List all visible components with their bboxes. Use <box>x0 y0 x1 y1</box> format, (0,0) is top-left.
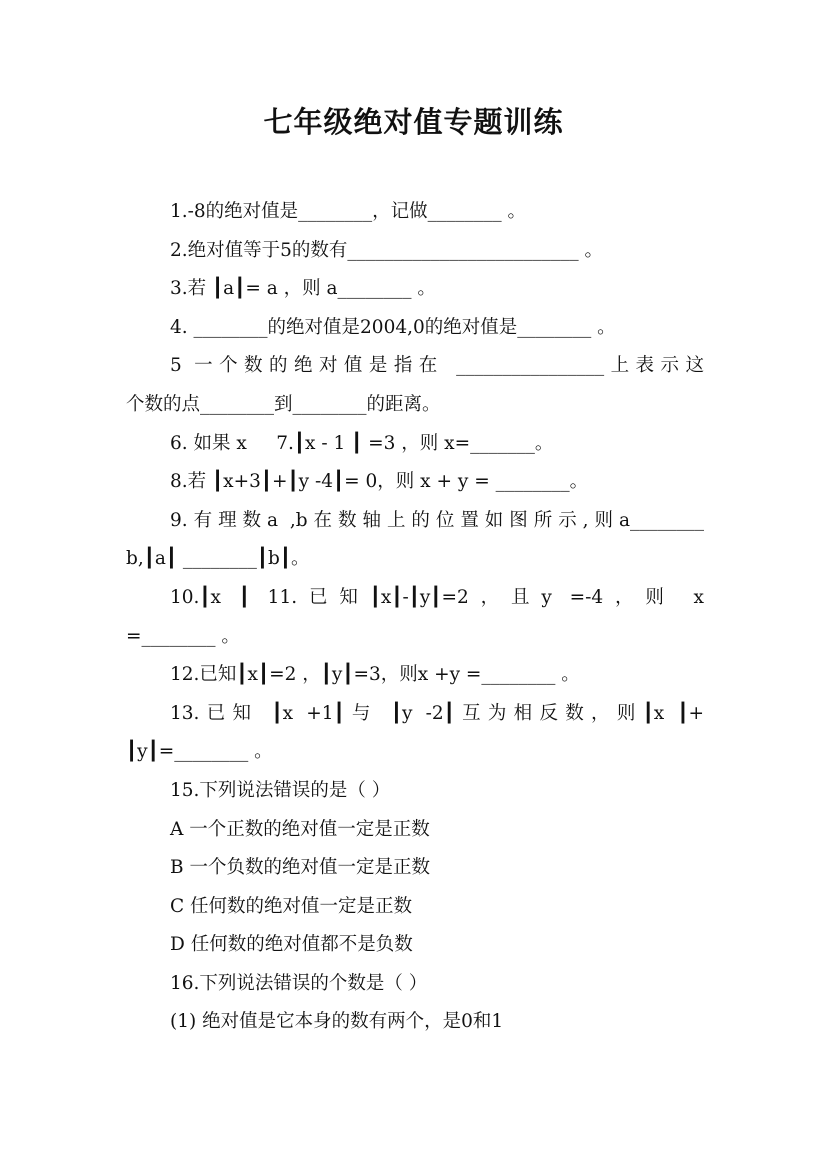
question-list <box>126 193 704 1042</box>
question-line: 16.下列说法错误的个数是（ ） <box>170 972 428 994</box>
question-line: 13.已知 ┃x +1┃与 ┃y -2┃互为相反数，则┃x ┃+ <box>170 702 704 724</box>
question-line: b,┃a┃ ________┃b┃。 <box>126 548 310 570</box>
question-line: 15.下列说法错误的是（ ） <box>170 779 391 801</box>
question-line: ┃y┃=________ 。 <box>126 741 273 763</box>
question-line: 3.若 ┃a┃= a ，则 a________ 。 <box>170 278 436 300</box>
question-line: 6. 如果 x 7.┃x - 1 ┃ =3 ，则 x=_______。 <box>170 432 554 454</box>
option-line: C 任何数的绝对值一定是正数 <box>170 895 413 917</box>
question-line: 4. ________的绝对值是2004,0的绝对值是________ 。 <box>170 316 616 338</box>
question-line: 8.若 ┃x+3┃+┃y -4┃= 0，则 x + y = ________。 <box>170 471 589 493</box>
question-line: 10.┃x ┃ 11.已知┃x┃-┃y┃=2，且y =-4，则 x <box>170 586 704 608</box>
question-line: 1.-8的绝对值是________，记做________ 。 <box>170 201 527 222</box>
option-line: B 一个负数的绝对值一定是正数 <box>170 857 430 879</box>
question-line: =________ 。 <box>126 625 240 647</box>
question-line: 5 一个数的绝对值是指在 ________________上表示这 <box>170 355 704 377</box>
option-line: (1) 绝对值是它本身的数有两个，是0和1 <box>170 1011 504 1033</box>
page-title: 七年级绝对值专题训练 <box>263 105 564 139</box>
option-line: D 任何数的绝对值都不是负数 <box>170 934 413 956</box>
question-line: 9.有理数a ,b在数轴上的位置如图所示,则a________ <box>170 509 704 531</box>
question-line: 个数的点________到________的距离。 <box>126 393 441 415</box>
option-line: A 一个正数的绝对值一定是正数 <box>170 818 430 840</box>
question-line: 12.已知┃x┃=2 ，┃y┃=3，则x +y =________ 。 <box>170 664 580 686</box>
question-line: 2.绝对值等于5的数有_________________________ 。 <box>170 239 604 261</box>
